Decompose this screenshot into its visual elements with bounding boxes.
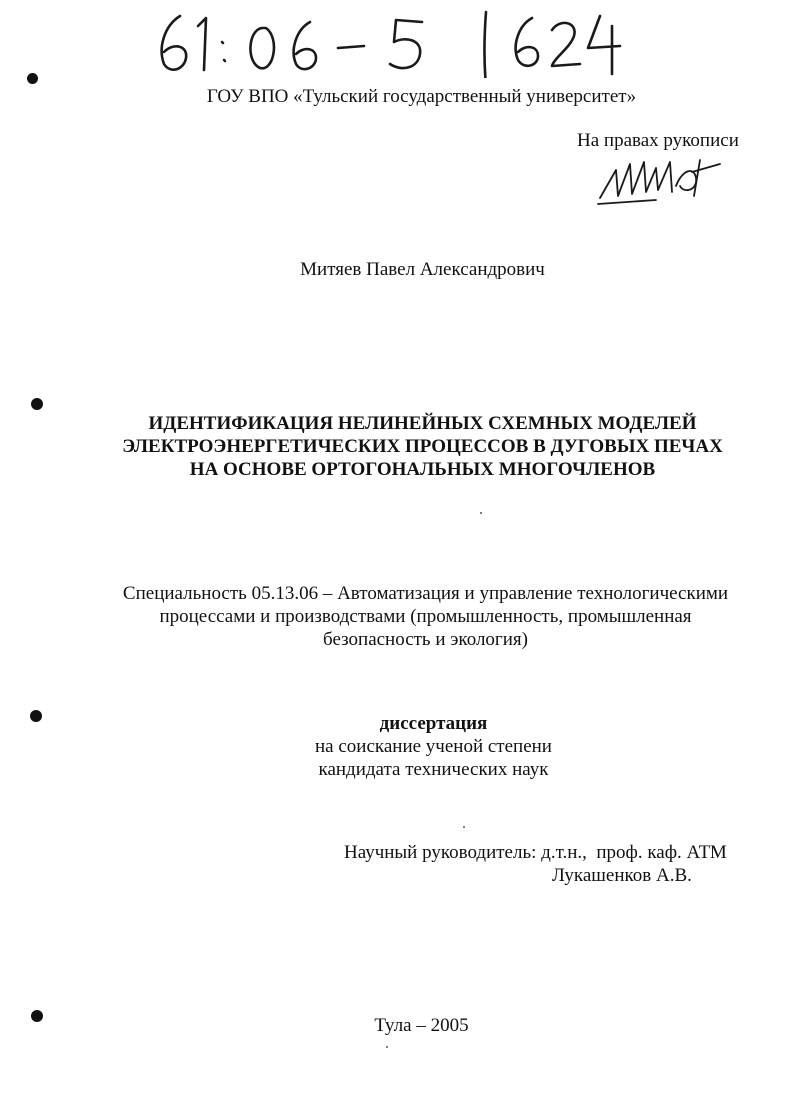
degree-line-2: кандидата технических наук <box>318 759 549 780</box>
degree-heading: диссертация <box>379 713 488 734</box>
punch-hole-2 <box>31 398 43 410</box>
supervisor-name: Лукашенков А.В. <box>552 865 692 886</box>
handwritten-archive-number <box>150 8 630 78</box>
specialty-line-3: безопасность и экология) <box>323 629 528 650</box>
supervisor-line-1: Научный руководитель: д.т.н., проф. каф. АТМ <box>344 842 727 863</box>
dissertation-title-line-1: ИДЕНТИФИКАЦИЯ НЕЛИНЕЙНЫХ СХЕМНЫХ МОДЕЛЕЙ <box>148 413 697 434</box>
signature <box>596 150 726 210</box>
author-name: Митяев Павел Александрович <box>300 259 545 280</box>
speck <box>463 826 465 828</box>
city-year: Тула – 2005 <box>374 1015 469 1036</box>
university-name: ГОУ ВПО «Тульский государственный университет» <box>206 86 637 107</box>
speck <box>386 1046 388 1048</box>
specialty-line-2: процессами и производствами (промышленность, промышленная <box>159 606 692 627</box>
speck <box>480 512 482 514</box>
degree-line-1: на соискание ученой степени <box>315 736 552 757</box>
punch-hole-1 <box>27 73 38 84</box>
manuscript-rights: На правах рукописи <box>577 130 739 151</box>
dissertation-title-line-2: ЭЛЕКТРОЭНЕРГЕТИЧЕСКИХ ПРОЦЕССОВ В ДУГОВЫХ ПЕЧАХ <box>122 436 723 457</box>
dissertation-title-line-3: НА ОСНОВЕ ОРТОГОНАЛЬНЫХ МНОГОЧЛЕНОВ <box>189 459 656 480</box>
specialty-line-1: Специальность 05.13.06 – Автоматизация и управление технологическими <box>122 583 729 604</box>
